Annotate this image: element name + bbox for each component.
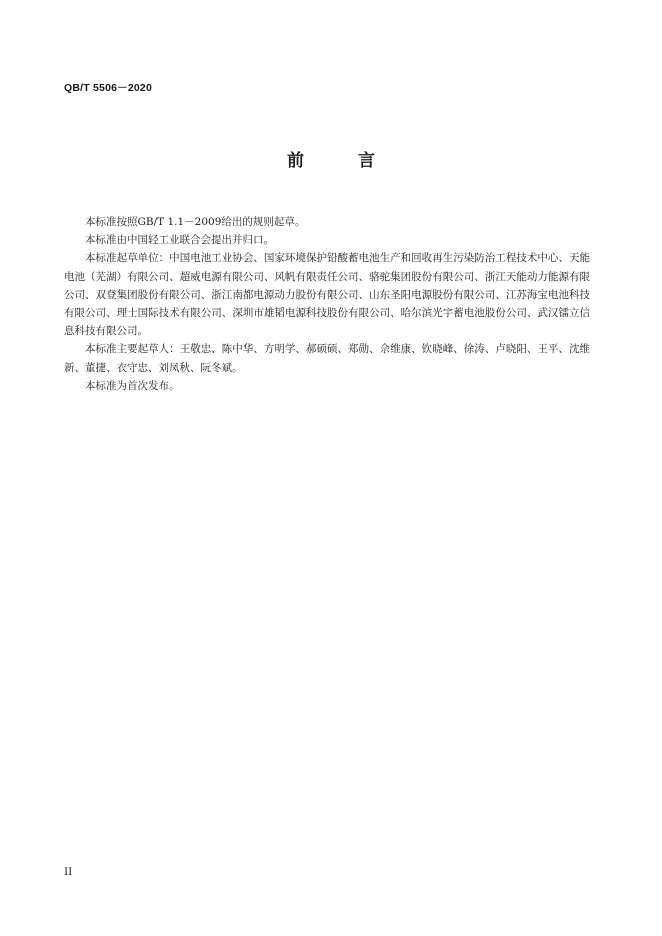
paragraph-first-release: 本标准为首次发布。 xyxy=(85,379,180,392)
paragraph-proposer: 本标准由中国轻工业联合会提出并归口。 xyxy=(85,234,274,247)
paragraph-drafting-units: 本标准起草单位：中国电池工业协会、国家环境保护铅酸蓄电池生产和回收再生污染防治工程技术中心、天能电池（芜湖）有限公司、超威电源有限公司、风帆有限责任公司、骆驼集团股份有限公司、浙江天能动力能源有限公司、双登集团股份有限公司、浙江南都电源动力股份有限公司、山东圣阳电源股份有限公司、江苏海宝电池科技有限公司、理士国际技术有限公司、深圳市雄韬电源科技股份有限公司、哈尔滨光宇蓄电池股份公司、武汉镭立信息科技有限公司。 xyxy=(64,252,590,338)
paragraph-drafters: 本标准主要起草人：王敬忠、陈中华、方明学、郝硕硕、郑勋、佘维康、钦晓峰、徐涛、卢晓阳、王平、沈维新、董捷、衣守忠、刘凤秋、阮冬斌。 xyxy=(64,343,590,374)
page-title: 前 言 xyxy=(287,151,399,171)
standard-code: QB/T 5506－2020 xyxy=(64,82,153,94)
paragraph-drafting-rules: 本标准按照GB/T 1.1－2009给出的规则起草。 xyxy=(85,216,306,228)
page-number: II xyxy=(64,866,73,878)
foreword-body xyxy=(64,213,590,395)
